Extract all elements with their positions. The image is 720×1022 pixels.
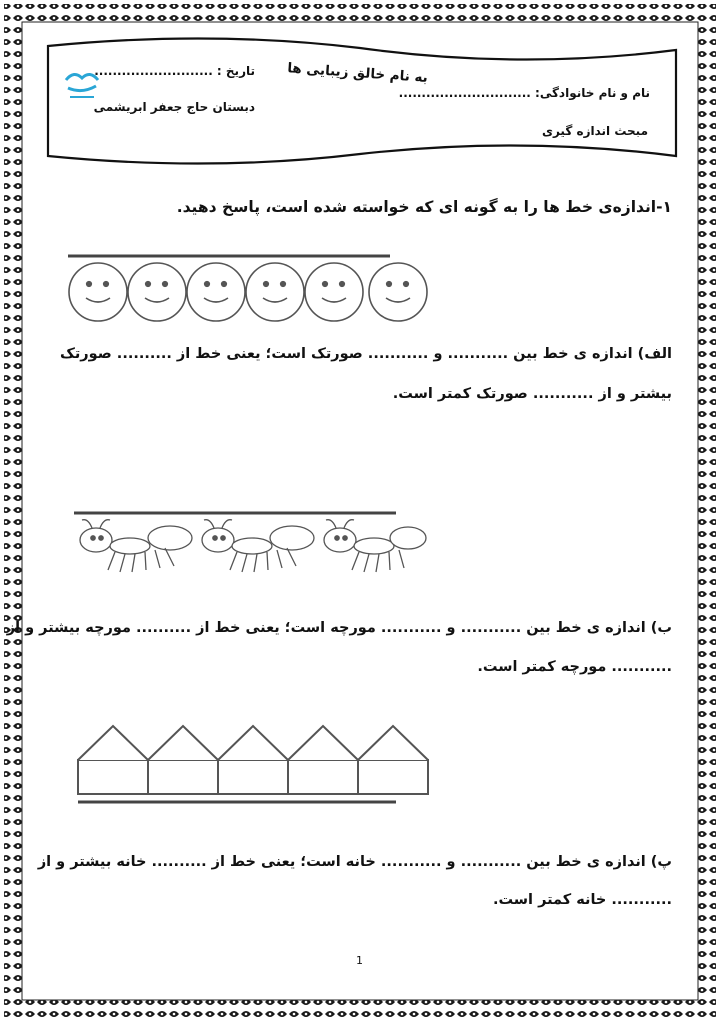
house-2: [148, 726, 218, 794]
faces-figure: [60, 250, 440, 326]
page-number: 1: [356, 954, 363, 967]
house-3: [218, 726, 288, 794]
house-1: [78, 726, 148, 794]
school-name: دبستان حاج جعفر ابریشمی: [93, 100, 255, 114]
house-5: [358, 726, 428, 794]
face-2: [128, 263, 186, 321]
date-field: تاریخ : ..........................: [94, 64, 255, 78]
part-a-line2: بیشتر و از ........... صورتک کمتر است.: [392, 386, 672, 402]
face-5: [305, 263, 363, 321]
face-4: [246, 263, 304, 321]
topic-title: مبحث اندازه گیری: [541, 124, 648, 138]
face-3: [187, 263, 245, 321]
face-1: [69, 263, 127, 321]
basmala: به نام خالق زیبایی ها: [287, 60, 429, 86]
house-4: [288, 726, 358, 794]
houses-figure: [74, 720, 434, 810]
student-name-field: نام و نام خانوادگی: .............................: [398, 86, 650, 100]
question-title: ۱-اندازه‌ی خط ها را به گونه ای که خواسته شده است، پاسخ دهید.: [176, 198, 672, 216]
part-b-line1: ب) اندازه ی خط بین ........... و ........... مورچه است؛ یعنی خط از .......... مورچه بیشتر و از: [6, 620, 672, 636]
ant-1: [80, 520, 192, 572]
ant-3: [324, 520, 426, 572]
part-c-line1: پ) اندازه ی خط بین ........... و ........... خانه است؛ یعنی خط از .......... خانه بیشتر و از: [37, 854, 672, 870]
part-a-line1: الف) اندازه ی خط بین ........... و ........... صورتک است؛ یعنی خط از .......... صورتک: [60, 346, 672, 362]
ants-figure: [70, 508, 430, 582]
part-c-line2: ........... خانه کمتر است.: [492, 892, 672, 908]
face-6: [369, 263, 427, 321]
part-b-line2: ........... مورچه کمتر است.: [477, 659, 672, 675]
ant-2: [202, 520, 314, 572]
